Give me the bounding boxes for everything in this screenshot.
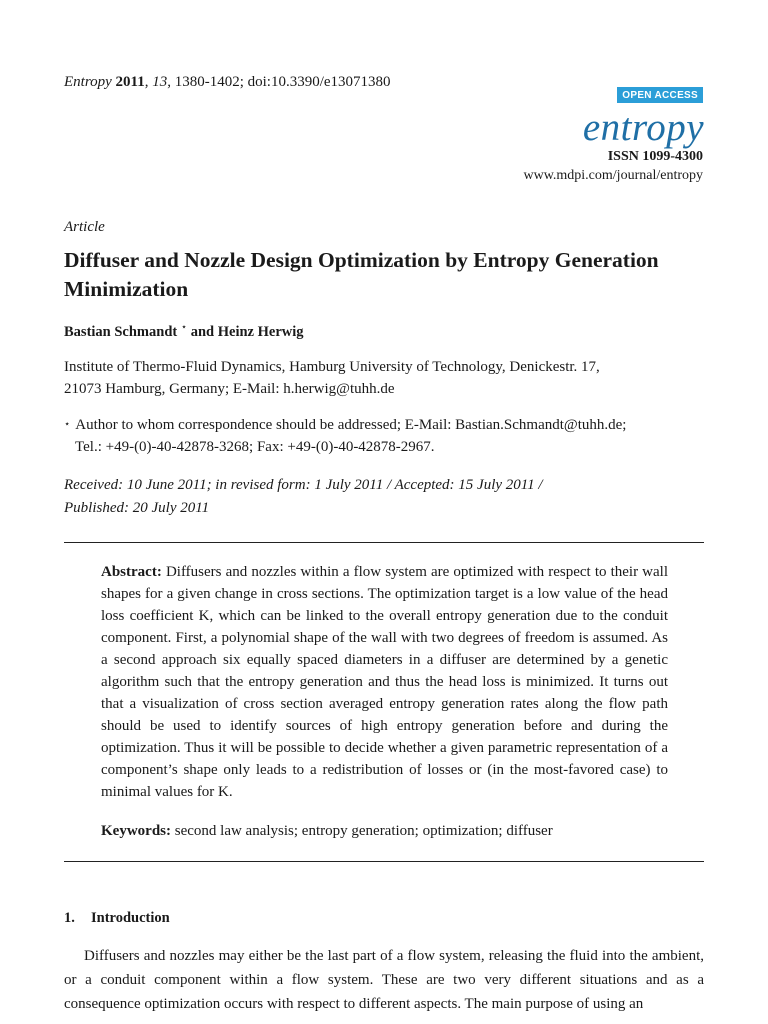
open-access-badge: OPEN ACCESS [617, 87, 703, 103]
correspondence-line [64, 414, 704, 436]
dates-line: Published: 20 July 2011 [64, 500, 210, 516]
author-name: Bastian Schmandt [64, 323, 178, 340]
abstract-text: Diffusers and nozzles within a flow system are optimized with respect to their wall shapes for a given change in cross sections. The optimization target is a low value of the head loss coefficient K, which can be linked to the overall entropy generation due to the conduit component. First, a polynomial shape of the wall with two degrees of freedom is assumed. As a second approach six equally spaced diameters in a diffuser are determined by a genetic algorithm such that the entropy generation and thus the head loss is minimized. It turns out that a visualization of cross section averaged entropy generation rates along the flow path should be used to identify sources of high entropy generation before and during the optimization. Thus it will be possible to decide whether a given parametric representation of a component’s shape only leads to a redistribution of losses or (in the most-favored case) to minimal values for K. [101, 564, 668, 800]
correspondence-text: Author to whom correspondence should be addressed; E-Mail: Bastian.Schmandt@tuhh.de; [75, 417, 627, 433]
correspondence-note [64, 414, 704, 458]
article-type: Article [64, 219, 105, 235]
introduction-text: Diffusers and nozzles may either be the last part of a flow system, releasing the fluid into the ambient, or a conduit component within a flow system. These are two very different situations and as a consequence optimization occurs with respect to different aspects. The main purpose of using an [64, 948, 704, 1012]
abstract [101, 561, 668, 803]
citation-pages-doi: , 1380-1402; doi:10.3390/e13071380 [167, 74, 391, 90]
authors [64, 319, 304, 341]
affiliation-line: Institute of Thermo-Fluid Dynamics, Hamburg University of Technology, Denickestr. 17, [64, 359, 600, 375]
section-title: Introduction [91, 910, 170, 926]
publication-dates [64, 474, 704, 520]
journal-url[interactable]: www.mdpi.com/journal/entropy [523, 168, 703, 183]
citation-year: 2011 [115, 74, 145, 90]
citation-line: Entropy 2011, 13, 1380-1402; doi:10.3390/e13071380 [64, 74, 391, 90]
citation-volume: 13 [152, 74, 168, 90]
journal-logo: entropy [582, 106, 704, 149]
introduction-paragraph [64, 944, 704, 1016]
correspondence-star: ⋆ [64, 419, 71, 430]
section-number: 1. [64, 910, 75, 926]
keywords-text: second law analysis; entropy generation; optimization; diffuser [174, 823, 553, 839]
dates-line: Received: 10 June 2011; in revised form: 1 July 2011 / Accepted: 15 July 2011 / [64, 477, 543, 493]
journal-name: Entropy [64, 74, 112, 90]
issn: ISSN 1099-4300 [607, 149, 703, 164]
divider [64, 861, 704, 862]
corresponding-author-mark: ⋆ [180, 322, 188, 333]
article-title: Diffuser and Nozzle Design Optimization by Entropy Generation Minimization [64, 248, 659, 301]
keywords-label: Keywords: [101, 823, 171, 839]
affiliation-line: 21073 Hamburg, Germany; E-Mail: h.herwig@tuhh.de [64, 381, 395, 397]
abstract-label: Abstract: [101, 564, 162, 580]
section-heading [64, 909, 170, 927]
keywords [101, 820, 668, 842]
divider [64, 542, 704, 543]
author-name: and Heinz Herwig [187, 323, 304, 340]
affiliation [64, 356, 704, 400]
correspondence-line: Tel.: +49-(0)-40-42878-3268; Fax: +49-(0)-40-42878-2967. [75, 439, 435, 455]
